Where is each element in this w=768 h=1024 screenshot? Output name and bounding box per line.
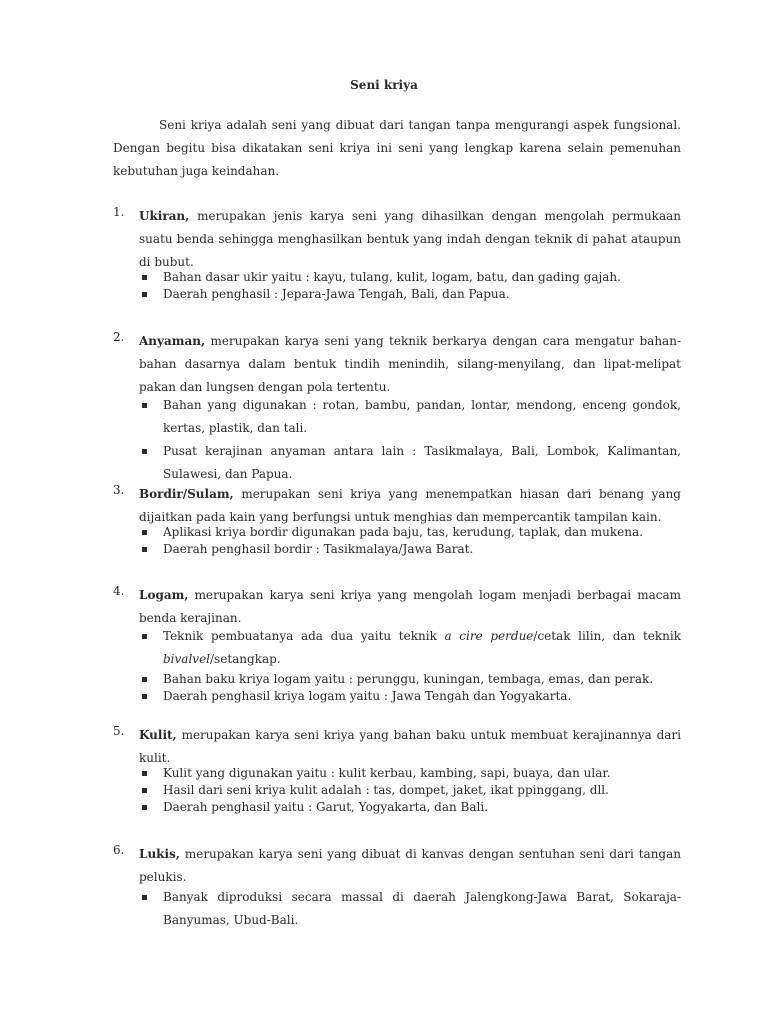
bullet-list [113, 524, 681, 558]
item-text: merupakan seni kriya yang menempatkan hiasan dari benang yang dijaitkan pada kain yang berfungsi untuk menghias dan mempercantik tampilan kain. [139, 487, 681, 524]
item-term: Bordir/Sulam, [139, 487, 234, 501]
bullet-list [113, 269, 681, 303]
bullet-item: Bahan baku kriya logam yaitu : perunggu, kuningan, tembaga, emas, dan perak. [139, 671, 681, 688]
bullet-item: Kulit yang digunakan yaitu : kulit kerbau, kambing, sapi, buaya, dan ular. [139, 765, 681, 782]
item-term: Anyaman, [139, 334, 206, 348]
bullet-item: Pusat kerajinan anyaman antara lain : Tasikmalaya, Bali, Lombok, Kalimantan, Sulawesi, dan Papua. [139, 440, 681, 486]
list-item-anyaman [113, 330, 681, 486]
bullet-item: Daerah penghasil yaitu : Garut, Yogyakarta, dan Bali. [139, 799, 681, 816]
intro-paragraph: Seni kriya adalah seni yang dibuat dari tangan tanpa mengurangi aspek fungsional. Dengan begitu bisa dikatakan seni kriya ini seni yang lengkap karena selain pemenuhan kebutuhan juga keindahan. [113, 118, 681, 178]
item-term: Kulit, [139, 728, 177, 742]
list-item-lukis [113, 843, 681, 932]
list-item-ukiran [113, 205, 681, 303]
item-heading [139, 724, 681, 770]
item-text: merupakan karya seni kriya yang mengolah logam menjadi berbagai macam benda kerajinan. [139, 588, 681, 625]
italic-term: a cire perdue [444, 629, 534, 643]
bullet-item: Bahan dasar ukir yaitu : kayu, tulang, kulit, logam, batu, dan gading gajah. [139, 269, 681, 286]
item-heading [139, 330, 681, 399]
bullet-item: Aplikasi kriya bordir digunakan pada baju, tas, kerudung, taplak, dan mukena. [139, 524, 681, 541]
bullet-item: Daerah penghasil kriya logam yaitu : Jawa Tengah dan Yogyakarta. [139, 688, 681, 705]
item-number: 3. [113, 483, 125, 497]
list-item-kulit [113, 724, 681, 816]
item-heading [139, 483, 681, 529]
italic-term: bivalvel [163, 652, 211, 666]
item-number: 2. [113, 330, 125, 344]
item-text: merupakan jenis karya seni yang dihasilkan dengan mengolah permukaan suatu benda sehingga menghasilkan bentuk yang indah dengan teknik di pahat ataupun di bubut. [139, 209, 681, 269]
item-number: 5. [113, 724, 125, 738]
item-heading [139, 205, 681, 274]
bullet-list [113, 765, 681, 816]
bullet-item: Daerah penghasil : Jepara-Jawa Tengah, Bali, dan Papua. [139, 286, 681, 303]
bullet-list [113, 394, 681, 486]
list-item-bordir [113, 483, 681, 558]
bullet-list [113, 886, 681, 932]
item-term: Ukiran, [139, 209, 190, 223]
item-number: 6. [113, 843, 125, 857]
item-text: merupakan karya seni yang dibuat di kanvas dengan sentuhan seni dari tangan pelukis. [139, 847, 681, 884]
bullet-item: Bahan yang digunakan : rotan, bambu, pandan, lontar, mendong, enceng gondok, kertas, plastik, dan tali. [139, 394, 681, 440]
item-term: Lukis, [139, 847, 180, 861]
item-text: merupakan karya seni kriya yang bahan baku untuk membuat kerajinannya dari kulit. [139, 728, 681, 765]
list-item-logam [113, 584, 681, 705]
item-heading [139, 584, 681, 630]
item-number: 4. [113, 584, 125, 598]
bullet-item-teknik: Teknik pembuatanya ada dua yaitu teknik a cire perdue/cetak lilin, dan teknik bivalvel/setangkap. [139, 625, 681, 671]
bullet-item: Banyak diproduksi secara massal di daerah Jalengkong-Jawa Barat, Sokaraja-Banyumas, Ubud-Bali. [139, 886, 681, 932]
bullet-item: Daerah penghasil bordir : Tasikmalaya/Jawa Barat. [139, 541, 681, 558]
bullet-list [113, 625, 681, 705]
item-term: Logam, [139, 588, 189, 602]
item-text: merupakan karya seni yang teknik berkarya dengan cara mengatur bahan-bahan dasarnya dalam bentuk tindih menindih, silang-menyilang, dan lipat-melipat pakan dan lungsen dengan pola tertentu. [139, 334, 681, 394]
page-title: Seni kriya [350, 78, 418, 92]
item-number: 1. [113, 205, 125, 219]
bullet-item: Hasil dari seni kriya kulit adalah : tas, dompet, jaket, ikat ppinggang, dll. [139, 782, 681, 799]
item-heading [139, 843, 681, 889]
